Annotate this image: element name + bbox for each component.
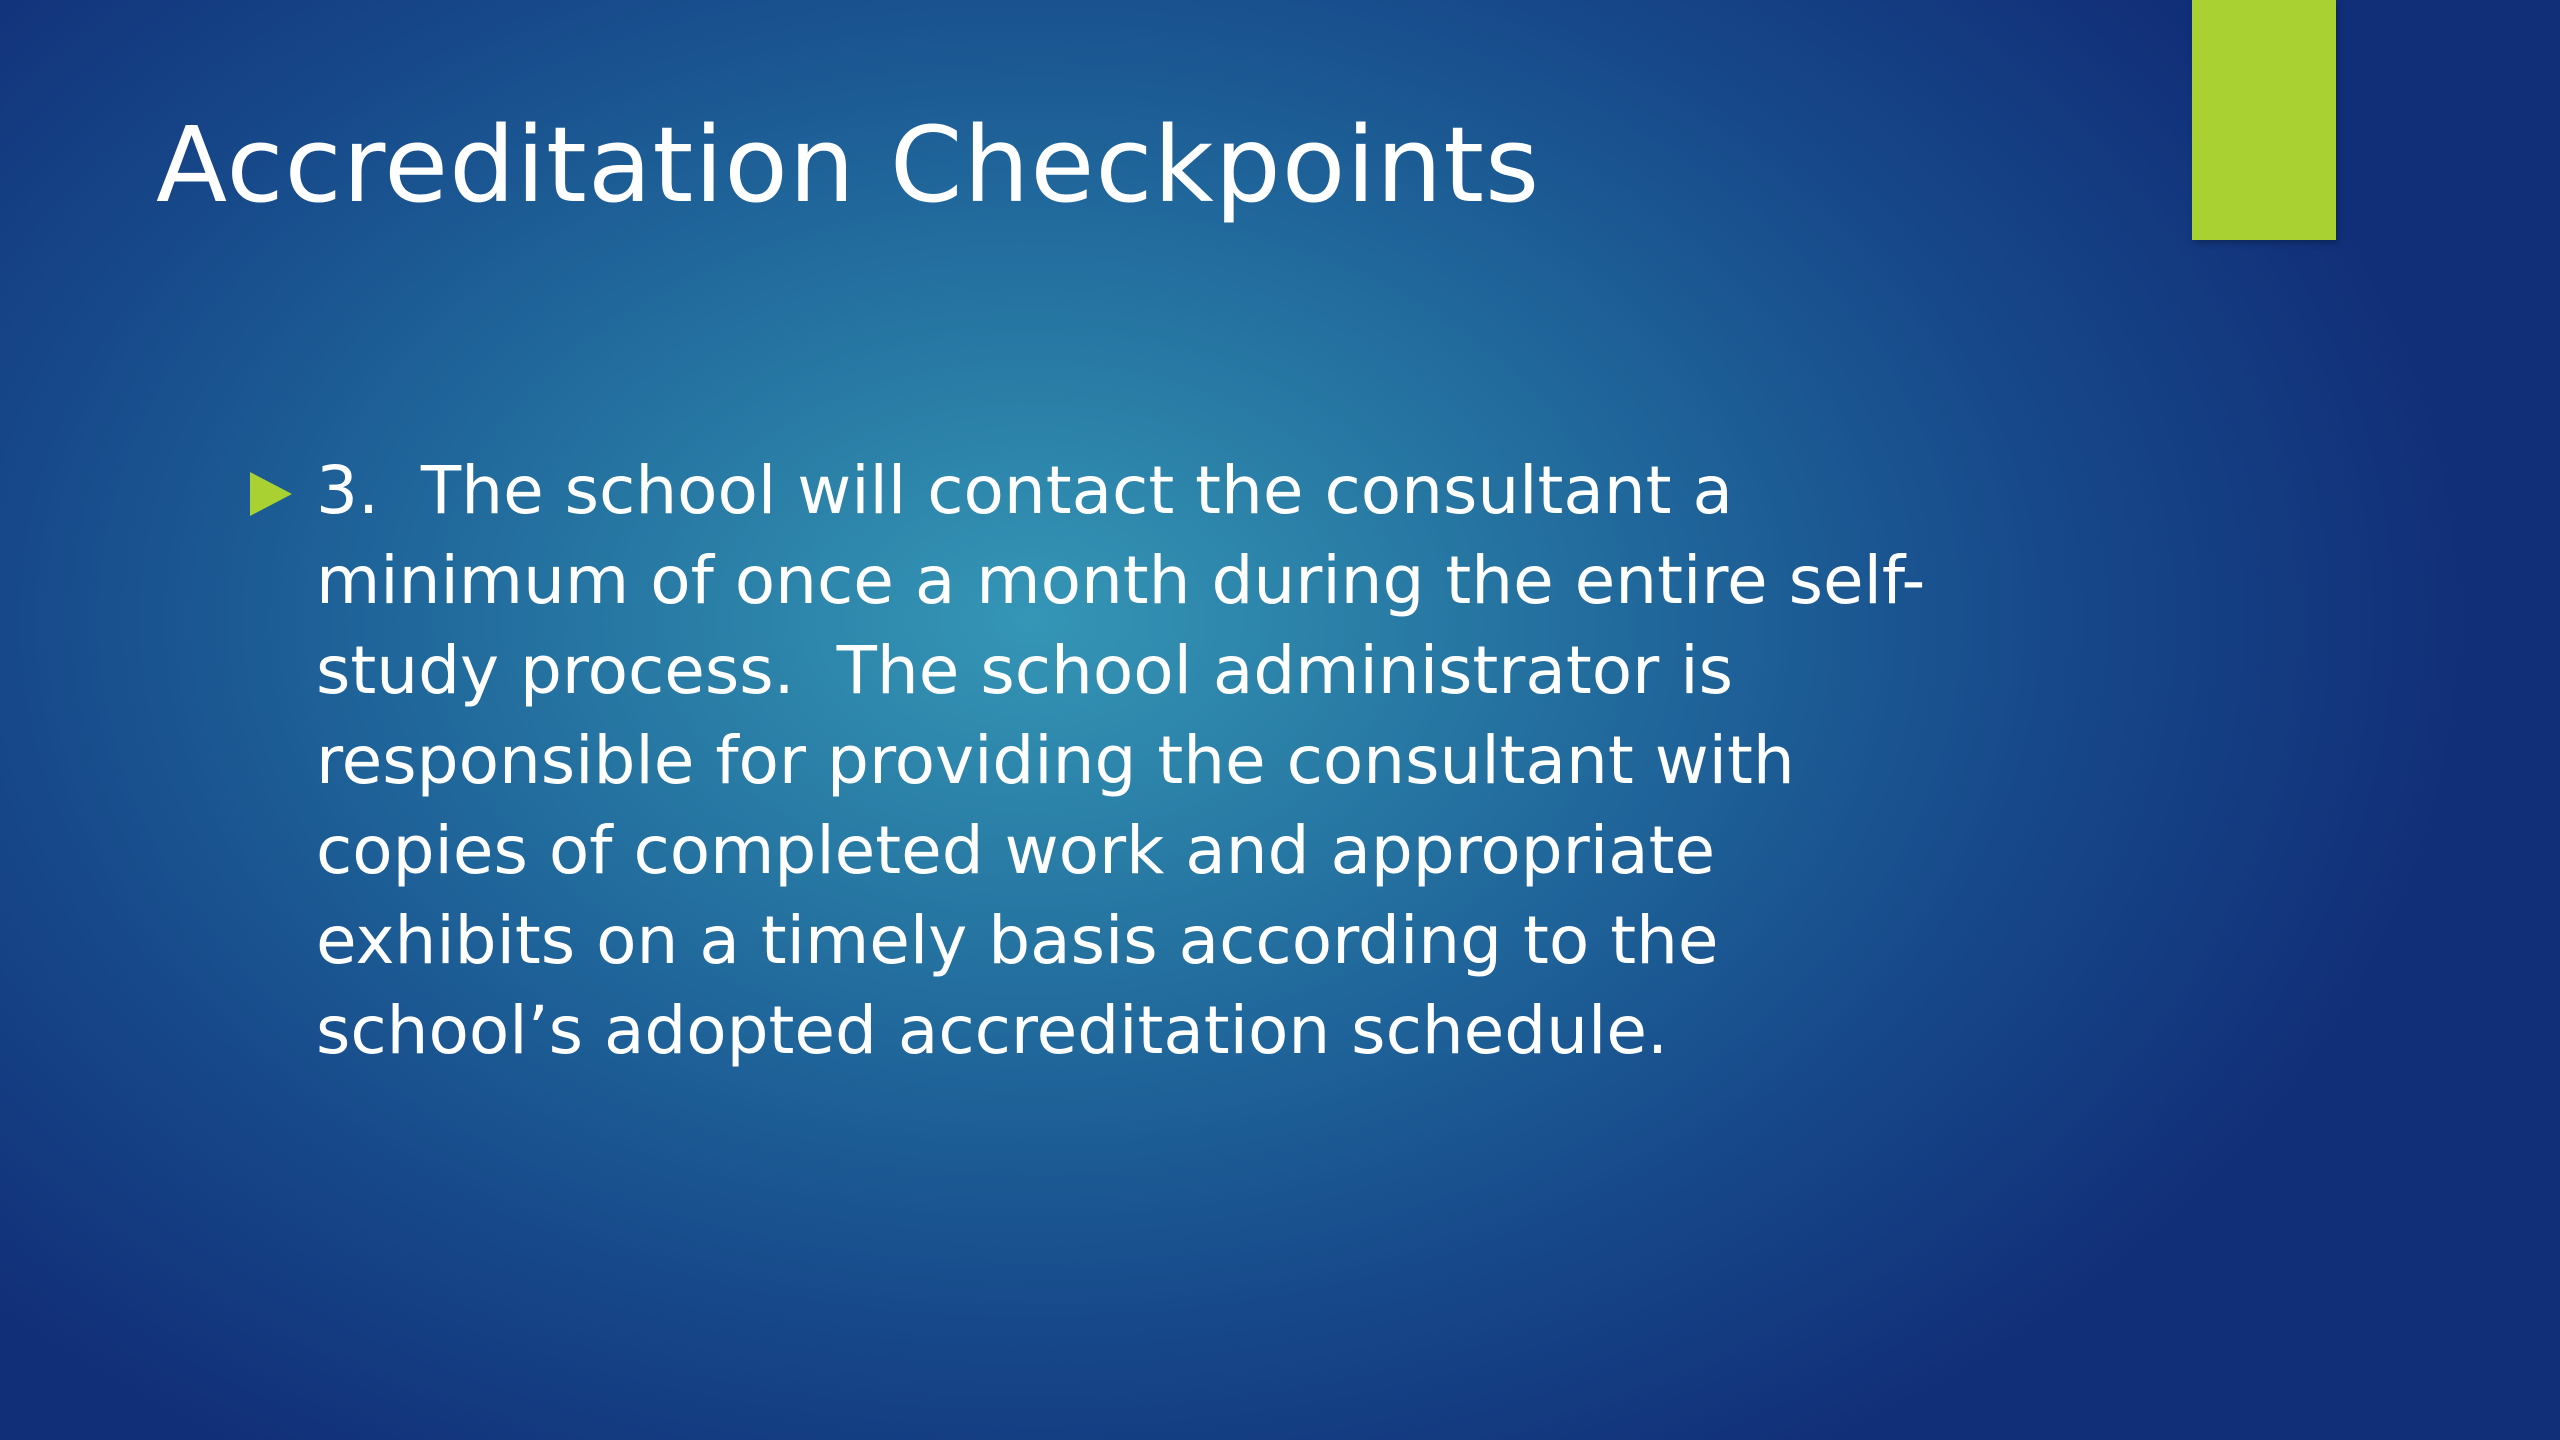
bullet-line: school’s adopted accreditation schedule. xyxy=(316,992,1668,1069)
bullet-line: 3. The school will contact the consultant a xyxy=(316,452,1733,529)
accent-bar xyxy=(2192,0,2336,240)
bullet-list xyxy=(250,446,2150,1076)
bullet-line: study process. The school administrator is xyxy=(316,632,1733,709)
triangle-right-icon xyxy=(250,472,292,516)
slide-title: Accreditation Checkpoints xyxy=(156,104,1541,226)
bullet-item xyxy=(250,446,2150,1076)
bullet-line: responsible for providing the consultant with xyxy=(316,722,1795,799)
bullet-line: minimum of once a month during the entire self- xyxy=(316,542,1926,619)
bullet-text xyxy=(316,446,2146,1076)
bullet-line: exhibits on a timely basis according to the xyxy=(316,902,1719,979)
bullet-line: copies of completed work and appropriate xyxy=(316,812,1716,889)
